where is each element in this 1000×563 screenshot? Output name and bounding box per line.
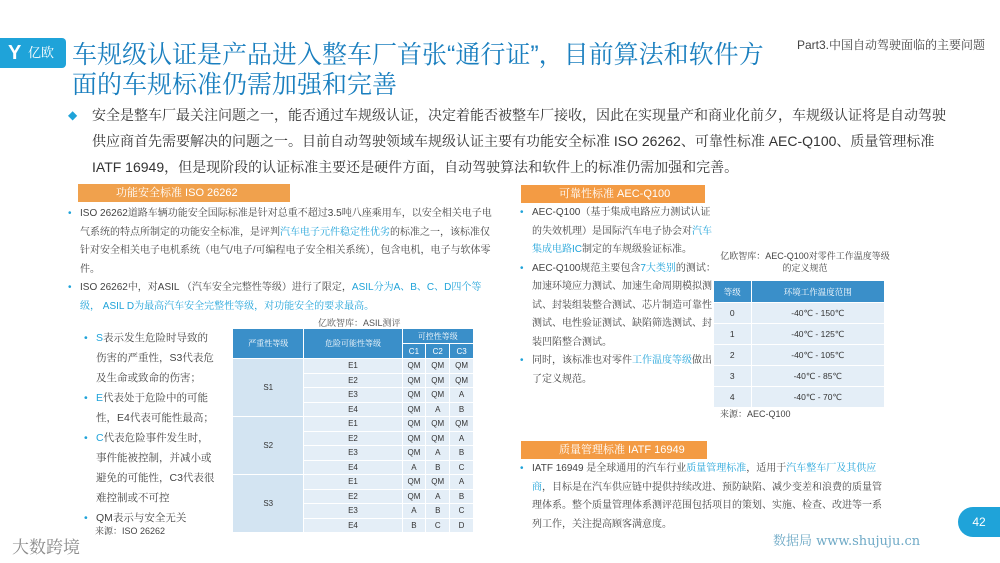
table-cell: 4 [714, 387, 752, 408]
table-cell: -40℃ - 125℃ [751, 324, 884, 345]
table-row [233, 359, 474, 374]
table-row [714, 345, 885, 366]
list-item: • 同时，该标准也对零件工作温度等级做出了定义规范。 [518, 352, 718, 389]
table-cell: QM [402, 417, 426, 432]
table-caption: 亿欧智库：ASIL测评 [318, 318, 401, 328]
table-cell: QM [402, 475, 426, 490]
table-caption: 亿欧智库：AEC-Q100对零件工作温度等级的定义规范 [720, 251, 890, 273]
table-cell: E3 [304, 388, 402, 403]
table-cell: C [450, 504, 474, 519]
table-cell: E4 [304, 402, 402, 417]
table-cell: -40℃ - 85℃ [751, 366, 884, 387]
table-header: 环境工作温度范围 [751, 281, 884, 303]
table-cell: QM [402, 446, 426, 461]
table-cell: A [426, 402, 450, 417]
table-cell: QM [426, 475, 450, 490]
table-cell: E2 [304, 373, 402, 388]
table-cell: C [450, 460, 474, 475]
table-cell: E3 [304, 504, 402, 519]
list-item: • C代表危险事件发生时，事件能被控制，并减小或避免的可能性，C3代表很难控制或不可控 [82, 428, 217, 508]
source-note: 来源：ISO 26262 [95, 526, 166, 536]
table-cell: QM [450, 359, 474, 374]
table-cell: QM [426, 359, 450, 374]
table-cell: B [450, 446, 474, 461]
watermark-left: 大数跨境 [12, 538, 80, 557]
table-header: 危险可能性等级 [304, 329, 402, 359]
table-row [714, 303, 885, 324]
table-cell: C [426, 518, 450, 533]
temperature-grade-table [713, 280, 885, 408]
list-item: • S表示发生危险时导致的伤害的严重性，S3代表危及生命或致命的伤害； [82, 328, 217, 388]
list-item: • IATF 16949 是全球通用的汽车行业质量管理标准，适用于汽车整车厂及其供应商，目标是在汽车供应链中提供持续改进、预防缺陷、减少变差和浪费的质量管理体系。整个质量管理体系测评范围包括项目的策划、实施、检查、改进等一系列工作，关注提高顾客满意度。 [518, 460, 888, 534]
source-note: 来源：AEC-Q100 [720, 409, 791, 419]
table-row [233, 417, 474, 432]
table-header: C3 [450, 344, 474, 359]
table-cell: B [450, 402, 474, 417]
table-cell: 3 [714, 366, 752, 387]
table-cell: -40℃ - 105℃ [751, 345, 884, 366]
table-cell: E3 [304, 446, 402, 461]
table-header: C1 [402, 344, 426, 359]
table-header: 严重性等级 [233, 329, 304, 359]
reliability-list [518, 204, 718, 389]
table-header: C2 [426, 344, 450, 359]
table-row [233, 475, 474, 490]
table-cell: E1 [304, 359, 402, 374]
page-number: 42 [958, 507, 1000, 537]
table-cell: A [426, 446, 450, 461]
list-item: • AEC-Q100（基于集成电路应力测试认证的失效机理）是国际汽车电子协会对汽车集成电路IC制定的车规级验证标准。 [518, 204, 718, 260]
logo-text: 亿欧 [28, 45, 55, 60]
table-cell: E1 [304, 475, 402, 490]
table-cell: S3 [233, 475, 304, 533]
table-cell: D [450, 518, 474, 533]
table-cell: A [402, 504, 426, 519]
table-cell: A [426, 489, 450, 504]
table-cell: QM [402, 388, 426, 403]
quality-list [518, 460, 888, 534]
intro-paragraph [70, 102, 950, 180]
table-cell: QM [402, 373, 426, 388]
tag-quality-management: 质量管理标准 IATF 16949 [521, 441, 707, 459]
table-cell: QM [426, 388, 450, 403]
table-cell: QM [402, 489, 426, 504]
table-cell: S2 [233, 417, 304, 475]
table-row [714, 387, 885, 408]
table-cell: S1 [233, 359, 304, 417]
table-cell: QM [450, 417, 474, 432]
section-label: Part3.中国自动驾驶面临的主要问题 [796, 38, 985, 52]
logo-mark: Y [8, 42, 22, 64]
table-cell: QM [426, 431, 450, 446]
table-cell: -40℃ - 70℃ [751, 387, 884, 408]
table-cell: QM [402, 402, 426, 417]
list-item: • AEC-Q100规范主要包含7大类别的测试：加速环境应力测试、加速生命周期模拟测试、封装组装整合测试、芯片制造可靠性测试、电性验证测试、缺陷筛选测试、封装凹陷整合测试。 [518, 260, 718, 353]
tag-functional-safety: 功能安全标准 ISO 26262 [78, 184, 290, 202]
functional-safety-list [66, 205, 496, 316]
table-cell: E2 [304, 431, 402, 446]
table-cell: QM [426, 373, 450, 388]
table-header: 等级 [714, 281, 752, 303]
table-cell: A [402, 460, 426, 475]
table-cell: B [450, 489, 474, 504]
table-cell: A [450, 475, 474, 490]
asil-table [232, 328, 474, 533]
list-item: • ISO 26262道路车辆功能安全国际标准是针对总重不超过3.5吨八座乘用车，以安全相关电子电气系统的特点所制定的功能安全标准，是评判汽车电子元件稳定性优劣的标准之一，该标准仅针对安全相关电子电机系统（电气/电子/可编程电子安全相关系统），包含电机，电子与软体零件。 [66, 205, 496, 279]
table-cell: QM [402, 431, 426, 446]
table-cell: E2 [304, 489, 402, 504]
table-cell: QM [402, 359, 426, 374]
table-row [714, 366, 885, 387]
table-row [714, 324, 885, 345]
table-cell: QM [426, 417, 450, 432]
watermark-right: 数据局 www.shujuju.cn [773, 534, 921, 549]
diamond-bullet-icon: ◆ [68, 108, 78, 122]
table-cell: E4 [304, 518, 402, 533]
list-item: • ISO 26262中，对ASIL （汽车安全完整性等级）进行了限定，ASIL分为A、B、C、D四个等级， ASIL D为最高汽车安全完整性等级，对功能安全的要求最高。 [66, 279, 496, 316]
page-title: 车规级认证是产品进入整车厂首张“通行证”，目前算法和软件方面的车规标准仍需加强和完善 [72, 41, 764, 99]
tag-reliability: 可靠性标准 AEC-Q100 [521, 185, 705, 203]
table-cell: A [450, 431, 474, 446]
table-header: 可控性等级 [402, 329, 473, 344]
table-cell: QM [450, 373, 474, 388]
table-cell: B [426, 460, 450, 475]
table-cell: B [402, 518, 426, 533]
table-cell: -40℃ - 150℃ [751, 303, 884, 324]
list-item: • E代表处于危险中的可能性，E4代表可能性最高； [82, 388, 217, 428]
table-cell: E1 [304, 417, 402, 432]
table-cell: E4 [304, 460, 402, 475]
table-cell: 1 [714, 324, 752, 345]
table-cell: B [426, 504, 450, 519]
table-cell: 2 [714, 345, 752, 366]
table-cell: 0 [714, 303, 752, 324]
table-cell: A [450, 388, 474, 403]
brand-logo [0, 38, 66, 68]
list-item: • QM表示与安全无关 [82, 508, 217, 528]
intro-text: 安全是整车厂最关注问题之一，能否通过车规级认证，决定着能否被整车厂接收，因此在实现量产和商业化前夕，车规级认证将是自动驾驶供应商首先需要解决的问题之一。目前自动驾驶领域车规级认证主要有功能安全标准 ISO 26262、可靠性标准 AEC-Q100、质量管理标准 IATF 16949，但是现阶段的认证标准主要还是硬件方面，自动驾驶算法和软件上的标准仍需加强和完善。 [92, 107, 946, 175]
asil-legend-list [82, 328, 217, 528]
